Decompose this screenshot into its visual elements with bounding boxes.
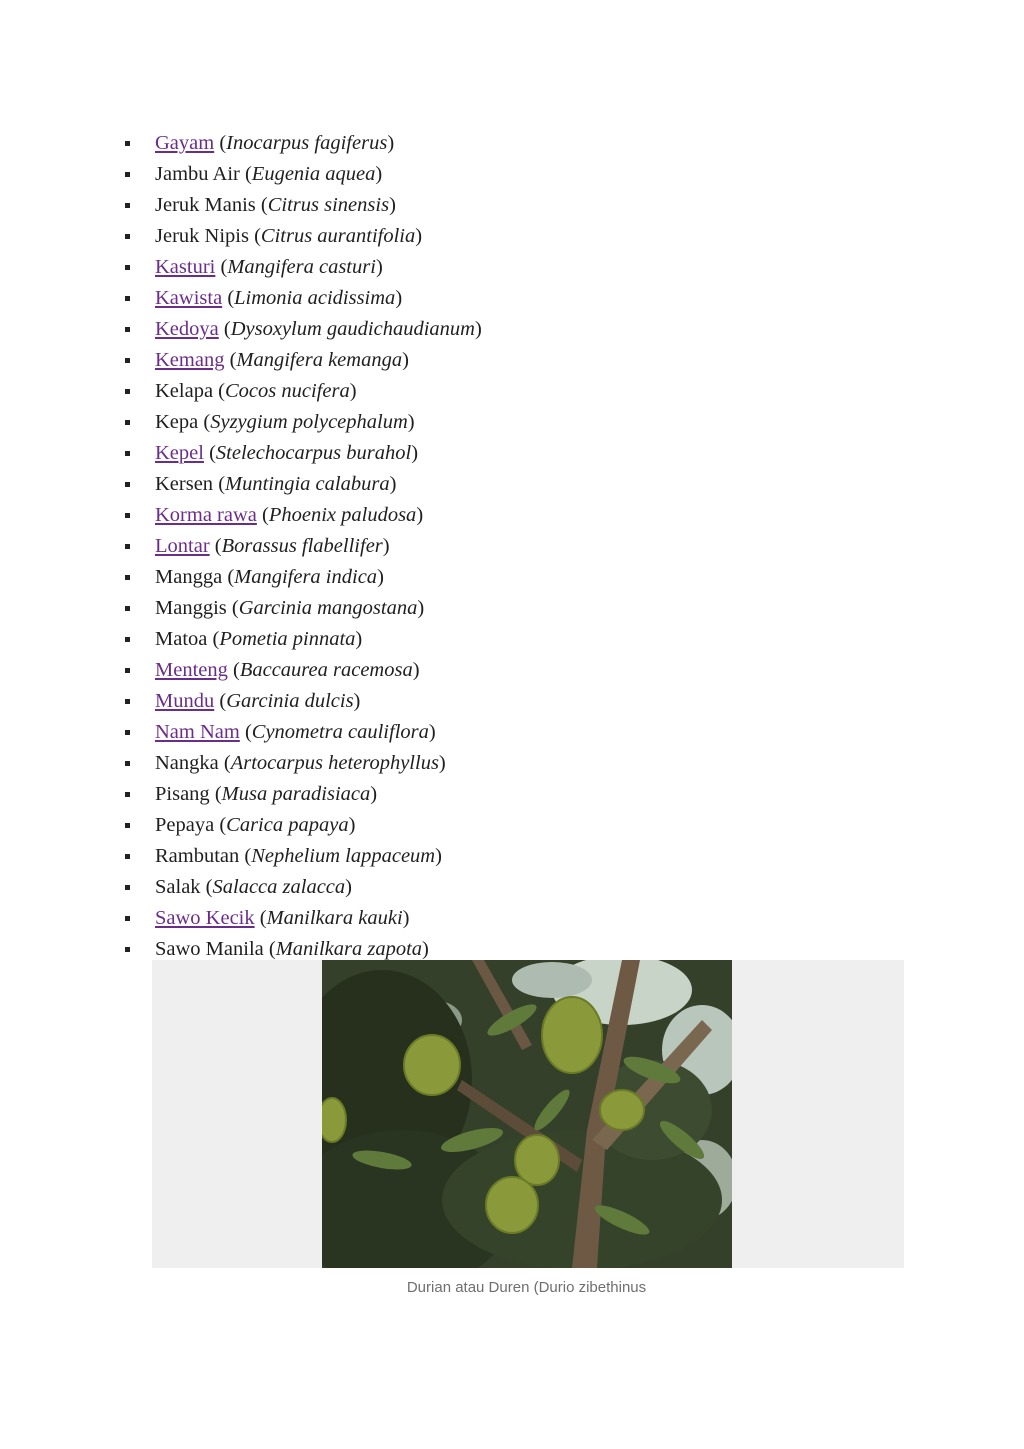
bullet-icon	[125, 358, 130, 363]
scientific-name: Artocarpus heterophyllus	[230, 752, 439, 774]
scientific-name: Garcinia mangostana	[238, 597, 418, 619]
list-item: Jeruk Manis (Citrus sinensis)	[118, 190, 482, 221]
bullet-icon	[125, 699, 130, 704]
bullet-icon	[125, 327, 130, 332]
bullet-icon	[125, 234, 130, 239]
plant-name: Kersen	[155, 473, 214, 495]
scientific-name: Mangifera kemanga	[236, 349, 403, 371]
scientific-name: Baccaurea racemosa	[239, 659, 413, 681]
list-item: Kemang (Mangifera kemanga)	[118, 345, 482, 376]
scientific-name: Cynometra cauliflora	[251, 721, 429, 743]
bullet-icon	[125, 916, 130, 921]
scientific-name: Salacca zalacca	[212, 876, 346, 898]
bullet-icon	[125, 141, 130, 146]
list-item: Gayam (Inocarpus fagiferus)	[118, 128, 482, 159]
scientific-name: Eugenia aquea	[251, 163, 376, 185]
plant-name: Salak	[155, 876, 201, 898]
bullet-icon	[125, 544, 130, 549]
figure-caption: Durian atau Duren (Durio zibethinus	[406, 1279, 647, 1296]
scientific-name: Manilkara kauki	[266, 907, 403, 929]
list-item: Nangka (Artocarpus heterophyllus)	[118, 748, 482, 779]
scientific-name: Mangifera indica	[234, 566, 378, 588]
bullet-icon	[125, 637, 130, 642]
scientific-name: Phoenix paludosa	[268, 504, 417, 526]
bullet-icon	[125, 575, 130, 580]
bullet-icon	[125, 420, 130, 425]
bullet-icon	[125, 606, 130, 611]
scientific-name: Pometia pinnata	[219, 628, 356, 650]
plant-name: Pisang	[155, 783, 210, 805]
scientific-name: Stelechocarpus burahol	[215, 442, 412, 464]
scientific-name: Citrus sinensis	[267, 194, 390, 216]
bullet-icon	[125, 451, 130, 456]
scientific-name: Muntingia calabura	[225, 473, 390, 495]
bullet-icon	[125, 823, 130, 828]
scientific-name: Nephelium lappaceum	[251, 845, 436, 867]
list-item: Sawo Manila (Manilkara zapota)	[118, 934, 482, 965]
plant-name-link[interactable]: Lontar	[155, 535, 210, 557]
scientific-name: Citrus aurantifolia	[260, 225, 416, 247]
list-item: Menteng (Baccaurea racemosa)	[118, 655, 482, 686]
scientific-name: Cocos nucifera	[225, 380, 350, 402]
list-item: Jambu Air (Eugenia aquea)	[118, 159, 482, 190]
scientific-name: Borassus flabellifer	[221, 535, 383, 557]
figure-panel	[152, 960, 904, 1268]
plant-name-link[interactable]: Kepel	[155, 442, 204, 464]
list-item: Kepa (Syzygium polycephalum)	[118, 407, 482, 438]
bullet-icon	[125, 172, 130, 177]
bullet-icon	[125, 792, 130, 797]
bullet-icon	[125, 265, 130, 270]
plant-name: Mangga	[155, 566, 223, 588]
plant-name-link[interactable]: Korma rawa	[155, 504, 257, 526]
plant-name-link[interactable]: Menteng	[155, 659, 228, 681]
plant-name-link[interactable]: Kedoya	[155, 318, 219, 340]
list-item: Jeruk Nipis (Citrus aurantifolia)	[118, 221, 482, 252]
bullet-icon	[125, 947, 130, 952]
scientific-name: Mangifera casturi	[227, 256, 376, 278]
list-item: Pisang (Musa paradisiaca)	[118, 779, 482, 810]
list-item: Kepel (Stelechocarpus burahol)	[118, 438, 482, 469]
plant-name: Pepaya	[155, 814, 215, 836]
bullet-icon	[125, 296, 130, 301]
plant-name-link[interactable]: Mundu	[155, 690, 215, 712]
plant-name: Rambutan	[155, 845, 240, 867]
plant-name-link[interactable]: Kemang	[155, 349, 225, 371]
scientific-name: Limonia acidissima	[234, 287, 396, 309]
scientific-name: Musa paradisiaca	[221, 783, 371, 805]
list-item: Kersen (Muntingia calabura)	[118, 469, 482, 500]
plant-name: Jeruk Nipis	[155, 225, 249, 247]
bullet-icon	[125, 885, 130, 890]
scientific-name: Inocarpus fagiferus	[226, 132, 388, 154]
list-item: Kedoya (Dysoxylum gaudichaudianum)	[118, 314, 482, 345]
plant-name-link[interactable]: Kasturi	[155, 256, 216, 278]
plant-name-link[interactable]: Kawista	[155, 287, 223, 309]
list-item: Mundu (Garcinia dulcis)	[118, 686, 482, 717]
plant-list	[118, 128, 482, 965]
list-item: Salak (Salacca zalacca)	[118, 872, 482, 903]
bullet-icon	[125, 482, 130, 487]
bullet-icon	[125, 203, 130, 208]
list-item: Kelapa (Cocos nucifera)	[118, 376, 482, 407]
list-item: Pepaya (Carica papaya)	[118, 810, 482, 841]
list-item: Korma rawa (Phoenix paludosa)	[118, 500, 482, 531]
durian-tree-photo	[322, 960, 732, 1268]
list-item: Matoa (Pometia pinnata)	[118, 624, 482, 655]
list-item: Sawo Kecik (Manilkara kauki)	[118, 903, 482, 934]
plant-name: Kepa	[155, 411, 199, 433]
bullet-icon	[125, 389, 130, 394]
scientific-name: Carica papaya	[226, 814, 349, 836]
plant-name: Kelapa	[155, 380, 214, 402]
plant-name-link[interactable]: Sawo Kecik	[155, 907, 255, 929]
scientific-name: Dysoxylum gaudichaudianum	[230, 318, 475, 340]
bullet-icon	[125, 854, 130, 859]
scientific-name: Manilkara zapota	[275, 938, 423, 960]
list-item: Nam Nam (Cynometra cauliflora)	[118, 717, 482, 748]
plant-name: Nangka	[155, 752, 219, 774]
list-item: Manggis (Garcinia mangostana)	[118, 593, 482, 624]
plant-name: Sawo Manila	[155, 938, 264, 960]
plant-name-link[interactable]: Nam Nam	[155, 721, 240, 743]
plant-name: Matoa	[155, 628, 208, 650]
plant-name: Jeruk Manis	[155, 194, 256, 216]
plant-name: Jambu Air	[155, 163, 240, 185]
bullet-icon	[125, 513, 130, 518]
plant-name-link[interactable]: Gayam	[155, 132, 215, 154]
list-item: Kawista (Limonia acidissima)	[118, 283, 482, 314]
plant-name: Manggis	[155, 597, 227, 619]
list-item: Rambutan (Nephelium lappaceum)	[118, 841, 482, 872]
scientific-name: Syzygium polycephalum	[210, 411, 408, 433]
list-item: Kasturi (Mangifera casturi)	[118, 252, 482, 283]
list-item: Mangga (Mangifera indica)	[118, 562, 482, 593]
list-item: Lontar (Borassus flabellifer)	[118, 531, 482, 562]
bullet-icon	[125, 668, 130, 673]
scientific-name: Garcinia dulcis	[226, 690, 354, 712]
bullet-icon	[125, 761, 130, 766]
bullet-icon	[125, 730, 130, 735]
